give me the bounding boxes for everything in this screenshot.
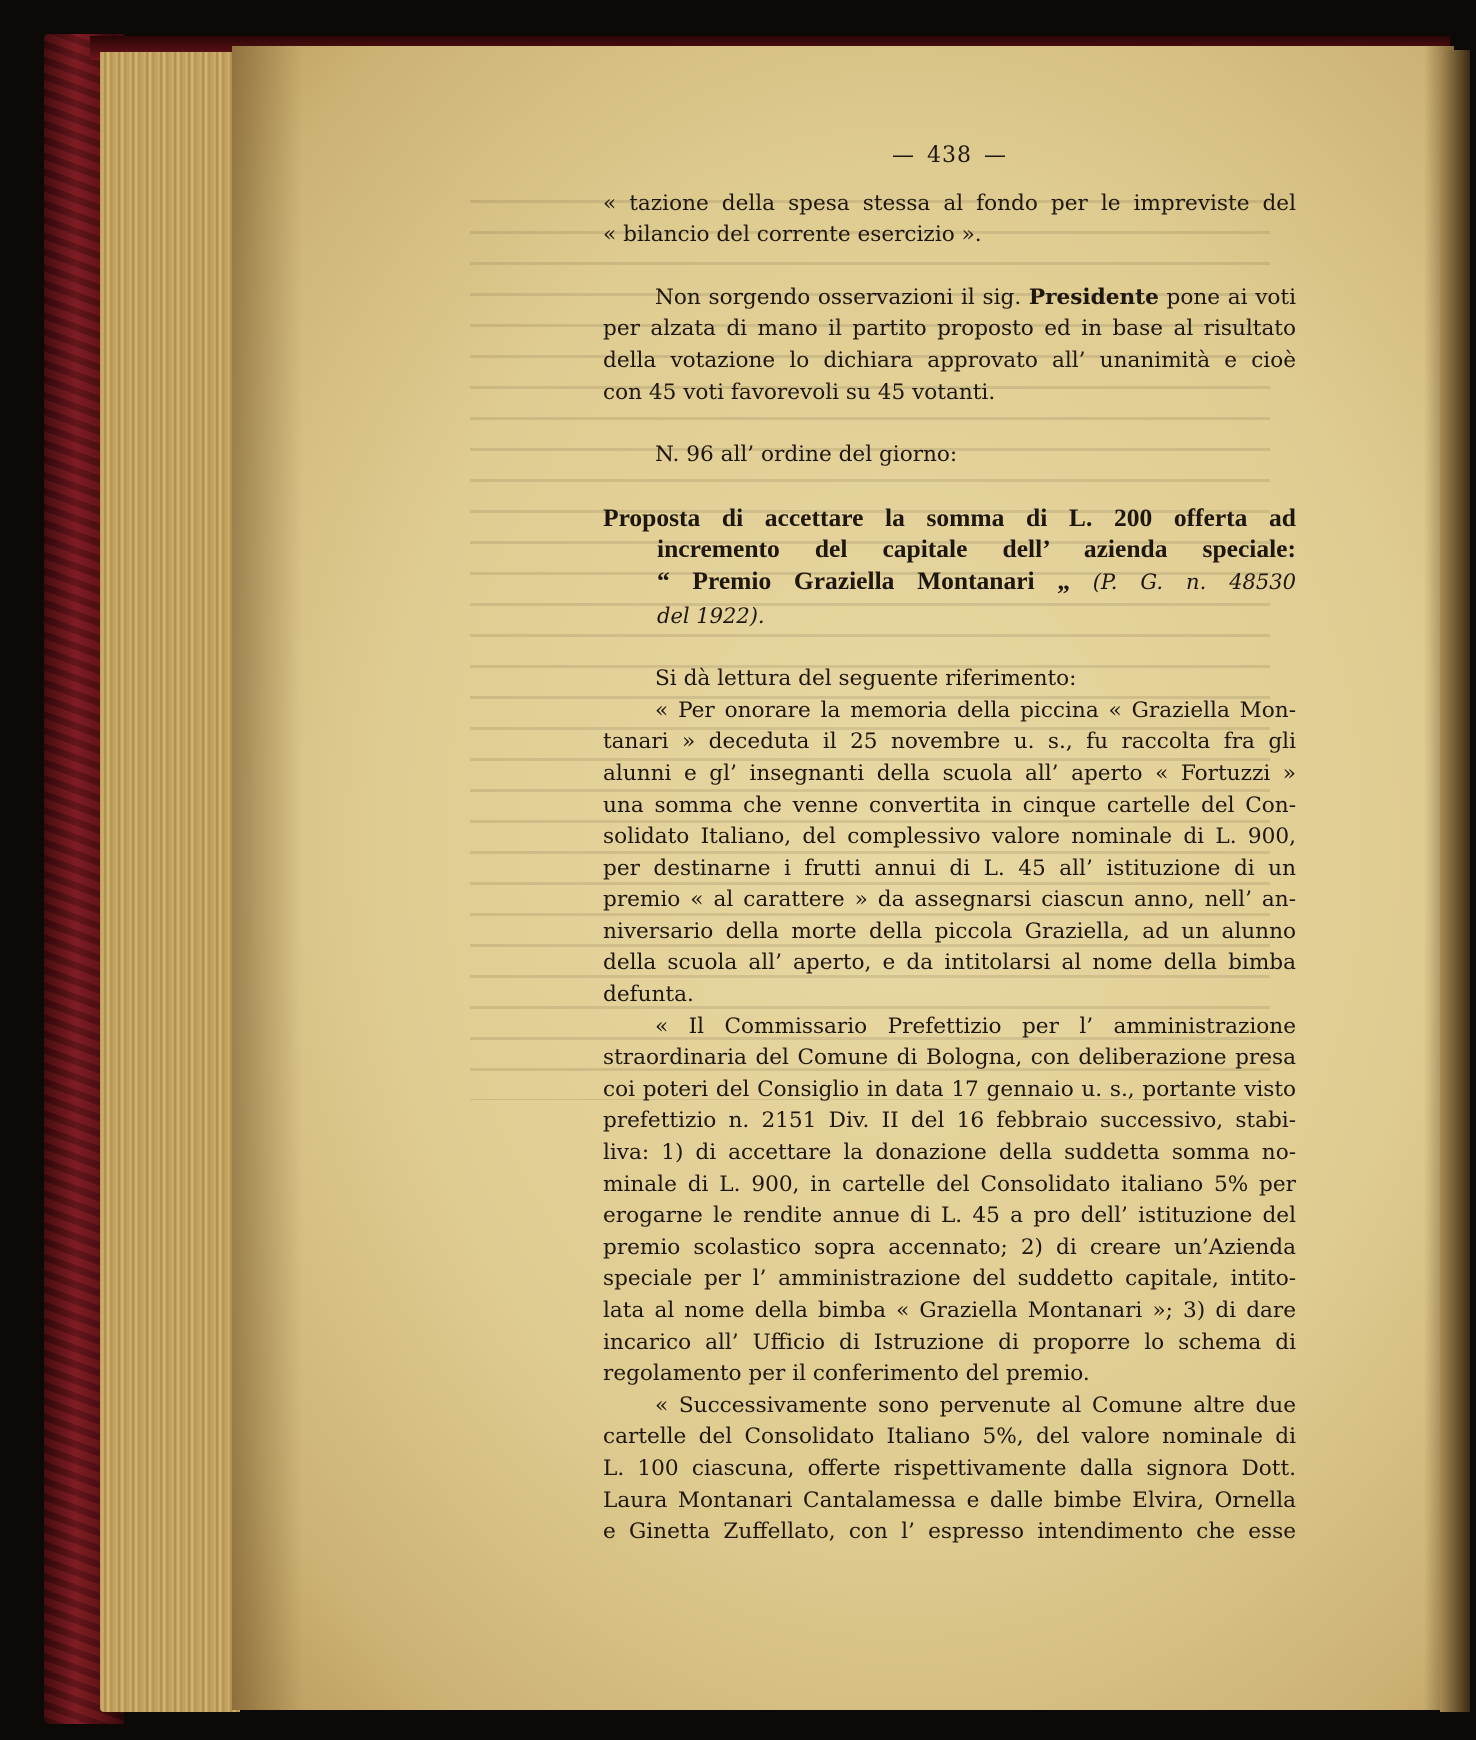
page-right-edge xyxy=(1440,50,1470,1712)
text-line: della votazione lo dichiara approvato all’ unanimità e cioè xyxy=(603,347,1296,373)
text-line: prefettizio n. 2151 Div. II del 16 febbraio successivo, stabi- xyxy=(603,1108,1296,1134)
president-bold: Presidente xyxy=(1028,284,1159,310)
text-line: « bilancio del corrente esercizio ». xyxy=(603,222,982,248)
text-line: coi poteri del Consiglio in data 17 gennaio u. s., portante visto xyxy=(603,1076,1296,1102)
page-number-value: 438 xyxy=(927,143,972,168)
text-line: L. 100 ciascuna, offerte rispettivamente dalla signora Dott. xyxy=(603,1455,1296,1481)
text-line: della scuola all’ aperto, e da intitolarsi al nome della bimba xyxy=(603,950,1296,976)
page-edges xyxy=(100,52,240,1712)
heading-ref: (P. G. n. 48530 xyxy=(1092,569,1296,594)
text-line: solidato Italiano, del complessivo valore nominale di L. 900, xyxy=(603,824,1296,850)
text-line: « Per onorare la memoria della piccina « Graziella Mon- xyxy=(655,697,1296,723)
text-line: per alzata di mano il partito proposto ed in base al risultato xyxy=(603,316,1296,342)
heading-line: incremento del capitale dell’ azienda speciale: xyxy=(657,534,1296,564)
paragraph-3 xyxy=(603,439,1296,471)
text-line: minale di L. 900, in cartelle del Consolidato italiano 5% per xyxy=(603,1171,1296,1197)
text-line: « tazione della spesa stessa al fondo per le impreviste del xyxy=(603,190,1296,216)
paragraph-4 xyxy=(603,663,1296,695)
text-line: lata al nome della bimba « Graziella Montanari »; 3) di dare xyxy=(603,1298,1296,1323)
paragraph-6 xyxy=(603,1011,1296,1390)
text-line: speciale per l’ amministrazione del suddetto capitale, intito- xyxy=(603,1266,1296,1292)
page-text xyxy=(603,140,1296,1548)
text-span: Non sorgendo osservazioni il sig. xyxy=(655,284,1022,310)
item-heading xyxy=(603,502,1296,632)
text-line: « Il Commissario Prefettizio per l’ amministrazione xyxy=(655,1013,1296,1039)
text-line: « Successivamente sono pervenute al Comune altre due xyxy=(655,1392,1296,1418)
heading-ref: del 1922 xyxy=(657,603,750,628)
text-line: defunta. xyxy=(603,982,694,1008)
heading-span: “ Premio Graziella Montanari „ xyxy=(657,565,1071,595)
page-number: — 438 — xyxy=(892,143,1007,168)
text-line: e Ginetta Zuffellato, con l’ espresso intendimento che esse xyxy=(603,1519,1296,1545)
text-line: straordinaria del Comune di Bologna, con deliberazione presa xyxy=(603,1045,1296,1071)
text-line: regolamento per il conferimento del premio. xyxy=(603,1361,1090,1387)
text-line: Laura Montanari Cantalamessa e dalle bimbe Elvira, Ornella xyxy=(603,1487,1296,1513)
paragraph-5 xyxy=(603,695,1296,1011)
paragraph-2 xyxy=(603,282,1296,408)
text-line: premio « al carattere » da assegnarsi ciascun anno, nell’ an- xyxy=(603,887,1296,913)
text-line: incarico all’ Ufficio di Istruzione di proporre lo schema di xyxy=(603,1329,1296,1355)
text-line: tanari » deceduta il 25 novembre u. s., fu raccolta fra gli xyxy=(603,729,1296,755)
paragraph-1 xyxy=(603,188,1296,251)
text-line: per destinarne i frutti annui di L. 45 all’ istituzione di un xyxy=(603,855,1296,881)
text-span: pone ai voti xyxy=(1166,284,1296,310)
text-line: N. 96 all’ ordine del giorno: xyxy=(655,442,958,468)
text-line: con 45 voti favorevoli su 45 votanti. xyxy=(603,379,996,405)
text-line: premio scolastico sopra accennato; 2) di creare un’Azienda xyxy=(603,1234,1296,1260)
heading-line xyxy=(603,565,1296,599)
heading-span: ). xyxy=(749,603,765,628)
paragraph-7 xyxy=(603,1390,1296,1548)
heading-line xyxy=(603,599,1296,633)
text-line: niversario della morte della piccola Graziella, ad un alunno xyxy=(603,918,1296,944)
text-line xyxy=(603,282,1296,314)
text-line: cartelle del Consolidato Italiano 5%, del valore nominale di xyxy=(603,1424,1296,1450)
heading-line: Proposta di accettare la somma di L. 200 offerta ad xyxy=(603,502,1296,532)
text-line: una somma che venne convertita in cinque cartelle del Con- xyxy=(603,792,1296,818)
text-line: Si dà lettura del seguente riferimento: xyxy=(655,666,1077,692)
text-line: liva: 1) di accettare la donazione della suddetta somma no- xyxy=(603,1140,1296,1166)
text-line: alunni e gl’ insegnanti della scuola all’ aperto « Fortuzzi » xyxy=(603,760,1296,786)
text-line: erogarne le rendite annue di L. 45 a pro dell’ istituzione del xyxy=(603,1203,1296,1229)
